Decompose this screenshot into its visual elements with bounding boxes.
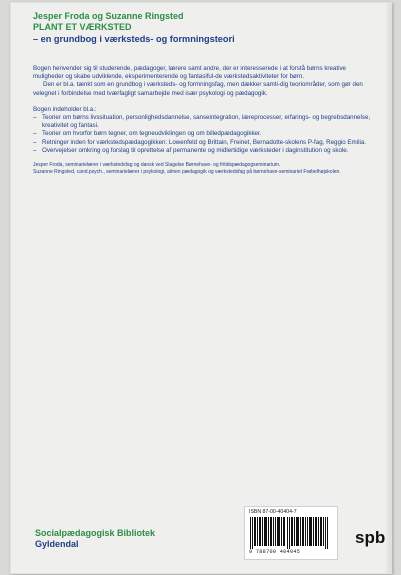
spb-logo-text: spb: [355, 528, 386, 547]
contents-item: – Overvejelser omkring og forslag til oprettelse af permanente og midlertidige værksteder i daginstitution og skole.: [33, 146, 349, 154]
contents-item: – Retninger inden for værkstedspædagogikken: Lowenfeld og Brittain, Freinet, Bernadotte-skolens P-fag, Reggio Emilia.: [33, 138, 366, 146]
cover-text-block: [33, 9, 378, 176]
isbn-text: ISBN 87-00-40404-7: [249, 509, 297, 515]
publisher-block: [35, 528, 155, 550]
barcode-label: [244, 506, 338, 560]
book-title: PLANT ET VÆRKSTED: [33, 22, 132, 32]
contents-item: – Teorier om børns livssituation, personlighedsdannelse, sanseintegration, læreprocesser, erfarings- og begrebsdannelse, kreativitet og fantasi.: [33, 114, 371, 130]
contents-list: [33, 114, 378, 155]
spb-logo: [354, 525, 390, 549]
barcode-icon: [249, 517, 333, 549]
description-paragraph-1: Bogen henvender sig til studerende, pædagoger, lærere samt andre, der er interesserede i at forstå børns kreative muligheder og skabe udviklende, eksperimenterende og fantasiful-de værkstedsaktiviteter for børn.: [33, 65, 346, 81]
book-subtitle: – en grundbog i værksteds- og formningsteori: [33, 34, 235, 44]
cover-edge-shadow: [385, 3, 391, 573]
contents-item: – Teorier om hvorfor børn tegner, om tegneudviklingen og om billedpædagogikker.: [33, 130, 262, 138]
book-back-cover: [10, 2, 392, 574]
barcode-digits: 9 788700 404045: [249, 549, 301, 555]
description-paragraph-2: Den er bl.a. tænkt som en grundbog i værksteds- og formningsfag, men dækker samti-dig teoriområder, som gør den velegnet i forbindelse med tværfagligt samarbejde med især psykologi og pædagogik.: [33, 81, 363, 97]
publisher-name: Gyldendal: [35, 539, 79, 549]
series-name: Socialpædagogisk Bibliotek: [35, 528, 156, 538]
contents-heading: Bogen indeholder bl.a.:: [33, 105, 97, 113]
author-bio-froda: Jesper Froda, seminarielærer i værkstedsfag og dansk ved Slagelse Børnehave- og fritidspædagogseminarium.: [33, 162, 281, 169]
author-bio-ringsted: Suzanne Ringsted, cand.psych., seminarielærer i psykologi, almen pædagogik og værkstedsfag på børnehave-seminariet Frøbelhøjskolen.: [33, 169, 341, 176]
book-authors: Jesper Froda og Suzanne Ringsted: [33, 11, 184, 21]
